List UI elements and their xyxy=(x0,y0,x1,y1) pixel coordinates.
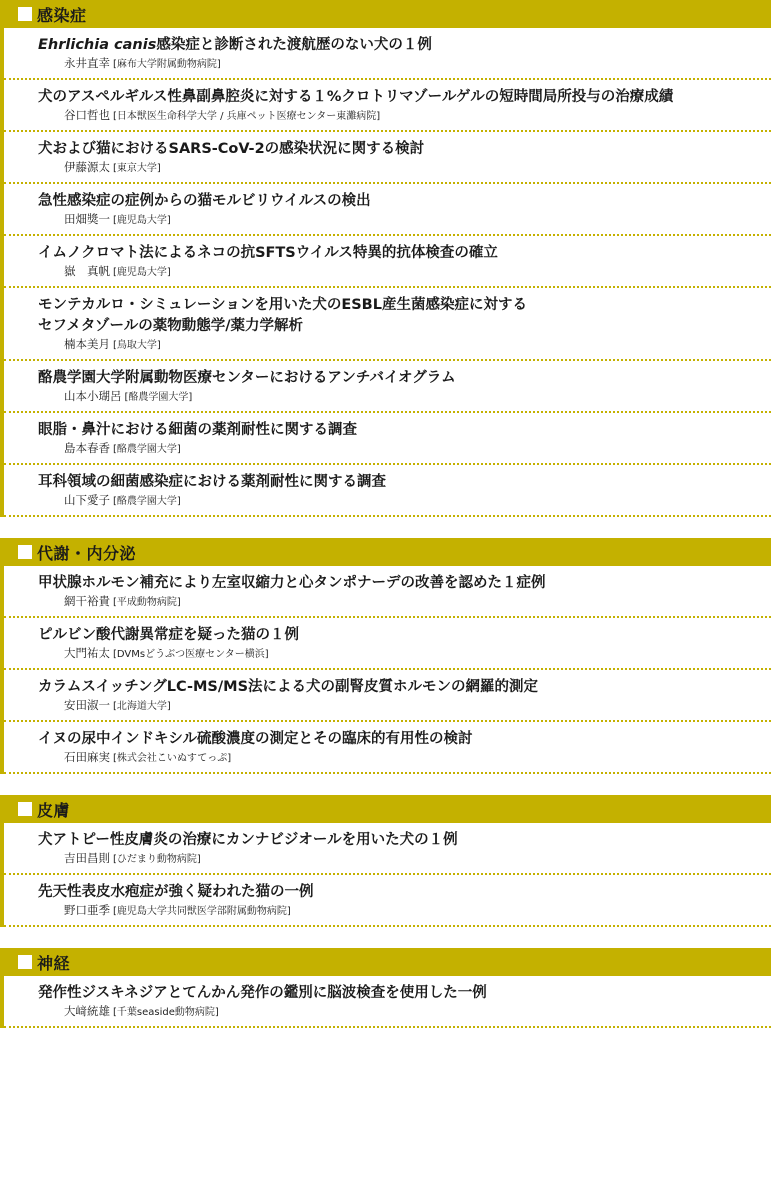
entry-title: イムノクロマト法によるネコの抗SFTSウイルス特異的抗体検査の確立 xyxy=(38,245,498,261)
author-name: 吉田昌則 xyxy=(64,851,110,865)
entry-author xyxy=(38,337,771,359)
entry-title: 甲状腺ホルモン補充により左室収縮力と心タンポナーデの改善を認めた１症例 xyxy=(38,575,546,591)
square-bullet-icon xyxy=(18,802,32,816)
affiliation: [麻布大学附属動物病院] xyxy=(113,59,221,70)
entry-title: カラムスイッチングLC-MS/MS法による犬の副腎皮質ホルモンの網羅的測定 xyxy=(38,679,539,695)
entry-title: イヌの尿中インドキシル硫酸濃度の測定とその臨床的有用性の検討 xyxy=(38,731,473,747)
section-header xyxy=(4,795,771,823)
affiliation: [平成動物病院] xyxy=(113,597,181,608)
entry-title-text: 感染症と診断された渡航歴のない犬の１例 xyxy=(156,37,432,53)
author-name: 石田麻実 xyxy=(64,750,110,764)
entry-author xyxy=(38,212,771,234)
list-item xyxy=(4,618,771,670)
entry-author xyxy=(38,389,771,411)
entry-title: 犬のアスペルギルス性鼻副鼻腔炎に対する１%クロトリマゾールゲルの短時間局所投与の治療成績 xyxy=(38,89,674,105)
affiliation: [千葉seaside動物病院] xyxy=(113,1007,219,1018)
author-name: 伊藤源太 xyxy=(64,160,110,174)
affiliation: [鹿児島大学共同獣医学部附属動物病院] xyxy=(113,906,291,917)
affiliation: [酪農学園大学] xyxy=(124,392,193,403)
author-name: 安田淑一 xyxy=(64,698,110,712)
section-header xyxy=(4,948,771,976)
entry-author xyxy=(38,851,771,873)
list-item xyxy=(4,823,771,875)
entry-author xyxy=(38,903,771,925)
entry-title: 犬および猫におけるSARS-CoV-2の感染状況に関する検討 xyxy=(38,141,425,157)
section-neurology xyxy=(0,948,771,1028)
section-title: 代謝・内分泌 xyxy=(37,543,137,563)
entry-title-italic: Ehrlichia canis xyxy=(38,37,157,53)
entry-title xyxy=(38,35,771,56)
list-item xyxy=(4,875,771,927)
author-name: 島本春香 xyxy=(64,441,110,455)
section-gap xyxy=(0,927,771,948)
entry-title-line2: セフメタゾールの薬物動態学/薬力学解析 xyxy=(38,318,303,334)
square-bullet-icon xyxy=(18,955,32,969)
entry-title: 発作性ジスキネジアとてんかん発作の鑑別に脳波検査を使用した一例 xyxy=(38,985,487,1001)
entry-title: 眼脂・鼻汁における細菌の薬剤耐性に関する調査 xyxy=(38,422,357,438)
list-item xyxy=(4,566,771,618)
author-name: 野口亜季 xyxy=(64,903,110,917)
author-name: 大門祐太 xyxy=(64,646,110,660)
entry-author xyxy=(38,646,771,668)
section-title: 感染症 xyxy=(37,5,87,25)
section-metabolic-endocrine xyxy=(0,538,771,774)
section-gap xyxy=(0,774,771,795)
list-item xyxy=(4,132,771,184)
list-item xyxy=(4,976,771,1028)
affiliation: [鹿児島大学] xyxy=(113,215,171,226)
author-name: 嶽 真帆 xyxy=(64,264,110,278)
list-item xyxy=(4,722,771,774)
author-name: 網干裕貴 xyxy=(64,594,110,608)
list-item xyxy=(4,670,771,722)
affiliation: [DVMsどうぶつ医療センター横浜] xyxy=(113,649,269,660)
affiliation: [酪農学園大学] xyxy=(113,496,181,507)
section-title: 皮膚 xyxy=(37,800,71,820)
affiliation: [北海道大学] xyxy=(113,701,171,712)
section-header xyxy=(4,538,771,566)
list-item xyxy=(4,28,771,80)
author-name: 山本小瑚呂 xyxy=(64,389,122,403)
entry-author xyxy=(38,160,771,182)
entry-title: 耳科領域の細菌感染症における薬剤耐性に関する調査 xyxy=(38,474,386,490)
list-item xyxy=(4,361,771,413)
entry-title: 犬アトピー性皮膚炎の治療にカンナビジオールを用いた犬の１例 xyxy=(38,832,458,848)
list-item xyxy=(4,465,771,517)
list-item xyxy=(4,236,771,288)
author-name: 谷口哲也 xyxy=(64,108,110,122)
list-item xyxy=(4,413,771,465)
entry-title: ピルビン酸代謝異常症を疑った猫の１例 xyxy=(38,627,299,643)
section-infectious xyxy=(0,0,771,517)
author-name: 山下愛子 xyxy=(64,493,110,507)
entry-author xyxy=(38,56,771,78)
affiliation: [鳥取大学] xyxy=(113,340,161,351)
entry-author xyxy=(38,108,771,130)
affiliation: [東京大学] xyxy=(113,163,161,174)
entry-author xyxy=(38,594,771,616)
list-item xyxy=(4,288,771,361)
affiliation: [日本獣医生命科学大学 / 兵庫ペット医療センター東灘病院] xyxy=(113,111,381,122)
section-title: 神経 xyxy=(37,953,71,973)
entry-author xyxy=(38,441,771,463)
author-name: 楠本美月 xyxy=(64,337,110,351)
entry-author xyxy=(38,698,771,720)
entry-title: 酪農学園大学附属動物医療センターにおけるアンチバイオグラム xyxy=(38,370,456,386)
affiliation: [鹿児島大学] xyxy=(113,267,171,278)
affiliation: [酪農学園大学] xyxy=(113,444,181,455)
square-bullet-icon xyxy=(18,7,32,21)
entry-author xyxy=(38,264,771,286)
section-header xyxy=(4,0,771,28)
list-item xyxy=(4,80,771,132)
affiliation: [株式会社こいぬすてっぷ] xyxy=(113,753,232,764)
list-item xyxy=(4,184,771,236)
square-bullet-icon xyxy=(18,545,32,559)
author-name: 田畑獎一 xyxy=(64,212,110,226)
entry-title: 先天性表皮水疱症が強く疑われた猫の一例 xyxy=(38,884,314,900)
entry-author xyxy=(38,493,771,515)
entry-author xyxy=(38,750,771,772)
entry-title: モンテカルロ・シミュレーションを用いた犬のESBL産生菌感染症に対する xyxy=(38,297,527,313)
section-gap xyxy=(0,517,771,538)
author-name: 永井直幸 xyxy=(64,56,110,70)
entry-title: 急性感染症の症例からの猫モルビリウイルスの検出 xyxy=(38,193,371,209)
affiliation: [ひだまり動物病院] xyxy=(113,854,201,865)
section-dermatology xyxy=(0,795,771,927)
entry-author xyxy=(38,1004,771,1026)
author-name: 大﨑統雄 xyxy=(64,1004,110,1018)
